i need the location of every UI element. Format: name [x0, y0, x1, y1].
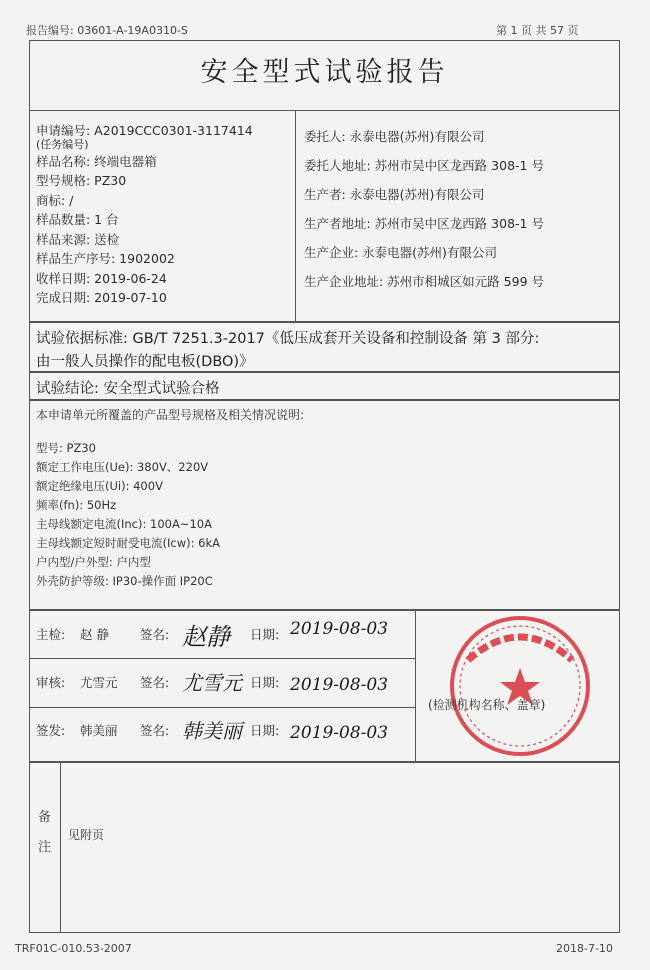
standard-line-1: 试验依据标准: GB/T 7251.3-2017《低压成套开关设备和控制设备 第 3 部分:: [36, 331, 540, 347]
left-info-list: [36, 121, 253, 308]
report-title: 安全型式试验报告: [200, 56, 449, 88]
received-date: 收样日期: 2019-06-24: [36, 270, 167, 286]
reviewer-date-label: 日期:: [250, 675, 280, 690]
spec-model: 型号: PZ30: [36, 441, 96, 455]
inspector-sign-label: 签名:: [140, 627, 170, 642]
factory-address: 生产企业地址: 苏州市相城区如元路 599 号: [304, 274, 544, 289]
signature-divider: [29, 707, 415, 708]
coverage-heading: 本申请单元所覆盖的产品型号规格及相关情况说明:: [36, 408, 305, 422]
manufacturer: 生产者: 永泰电器(苏州)有限公司: [304, 187, 485, 202]
spec-indoor-outdoor: 户内型/户外型: 户内型: [36, 555, 151, 569]
client: 委托人: 永泰电器(苏州)有限公司: [304, 129, 485, 144]
stamp-seal-icon: [452, 618, 588, 754]
inspector-row: [36, 619, 416, 653]
official-stamp: [420, 612, 618, 762]
report-number-label: 报告编号:: [26, 24, 74, 37]
right-info-list: [304, 121, 614, 301]
sample-name: 样品名称: 终端电器箱: [36, 153, 157, 169]
sample-source: 样品来源: 送检: [36, 231, 120, 247]
report-number-value: 03601-A-19A0310-S: [77, 24, 188, 37]
spec-busbar-current: 主母线额定电流(Inc): 100A~10A: [36, 517, 212, 531]
inspector-date-label: 日期:: [250, 627, 280, 642]
issuer-role: 签发:: [36, 723, 66, 738]
stamp-caption: (检测机构名称、盖章): [428, 698, 546, 712]
signature-divider: [29, 658, 415, 659]
form-number: TRF01C-010.53-2007: [15, 942, 132, 955]
factory: 生产企业: 永泰电器(苏州)有限公司: [304, 245, 497, 260]
spec-frequency: 频率(fn): 50Hz: [36, 498, 117, 512]
completed-date: 完成日期: 2019-07-10: [36, 290, 167, 305]
inspector-name: 赵 静: [80, 627, 109, 642]
manufacturer-address: 生产者地址: 苏州市吴中区龙西路 308-1 号: [304, 216, 544, 231]
sample-serial: 样品生产序号: 1902002: [36, 251, 175, 266]
sample-quantity: 样品数量: 1 台: [36, 212, 119, 227]
spec-insulation-voltage: 额定绝缘电压(Ui): 400V: [36, 479, 163, 493]
form-date: 2018-7-10: [556, 942, 613, 955]
model-spec: 型号规格: PZ30: [36, 173, 127, 188]
issuer-signature: 韩美丽: [182, 719, 242, 743]
inspector-date: 2019-08-03: [290, 619, 389, 639]
remarks-label-1: 备: [38, 810, 52, 825]
test-conclusion: 试验结论: 安全型式试验合格: [36, 381, 220, 397]
reviewer-row: [36, 673, 416, 701]
issuer-name: 韩美丽: [80, 723, 118, 738]
info-divider: [295, 110, 296, 322]
trademark: 商标: /: [36, 192, 74, 208]
remarks-section: [29, 762, 620, 933]
remarks-divider: [60, 762, 61, 933]
client-address: 委托人地址: 苏州市吴中区龙西路 308-1 号: [304, 158, 544, 173]
remarks-label-2: 注: [38, 840, 52, 855]
inspector-signature: 赵静: [182, 623, 230, 651]
reviewer-date: 2019-08-03: [290, 675, 389, 695]
task-number-note: (任务编号): [36, 137, 89, 151]
remarks-content: 见附页: [68, 828, 105, 842]
page-info: 第 1 页 共 57 页: [496, 24, 579, 37]
spec-rated-voltage: 额定工作电压(Ue): 380V、220V: [36, 460, 209, 474]
report-number: [26, 22, 188, 38]
spec-short-time-current: 主母线额定短时耐受电流(Icw): 6kA: [36, 536, 220, 550]
reviewer-signature: 尤雪元: [182, 671, 242, 695]
application-number: 申请编号: A2019CCC0301-3117414: [36, 123, 253, 138]
standard-line-2: 由一般人员操作的配电板(DBO)》: [36, 354, 254, 370]
issuer-row: [36, 721, 416, 749]
spec-list: [36, 440, 436, 590]
spec-ip-rating: 外壳防护等级: IP30-操作面 IP20C: [36, 574, 213, 588]
issuer-date-label: 日期:: [250, 723, 280, 738]
reviewer-role: 审核:: [36, 675, 66, 690]
inspector-role: 主检:: [36, 627, 66, 642]
reviewer-name: 尤雪元: [80, 675, 118, 690]
reviewer-sign-label: 签名:: [140, 675, 170, 690]
issuer-date: 2019-08-03: [290, 723, 389, 743]
issuer-sign-label: 签名:: [140, 723, 170, 738]
